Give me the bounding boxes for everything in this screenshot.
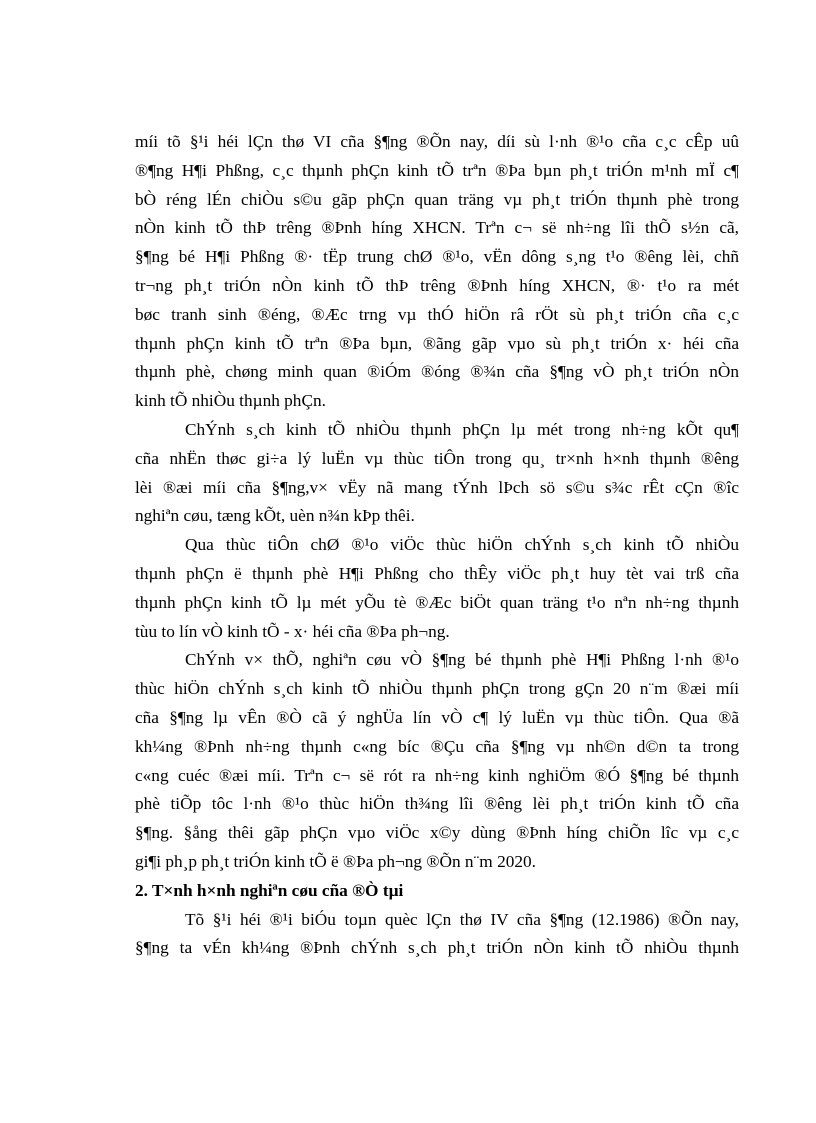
text-line: §¶ng. §ång thêi gãp phÇn vµo viÖc x©y dùng ®Þnh híng chiÕn lîc vµ c¸c (135, 823, 739, 843)
paragraph-2 (135, 416, 739, 531)
paragraph-5 (135, 906, 739, 964)
text-line: thµnh phÇn kinh tÕ trªn ®Þa bµn, ®ãng gãp vµo sù ph¸t triÓn x· héi cña (135, 333, 739, 353)
text-line: tùu to lín vÒ kinh tÕ - x· héi cña ®Þa ph¬ng. (135, 621, 450, 641)
text-line: ®¶ng H¶i Phßng, c¸c thµnh phÇn kinh tÕ trªn ®Þa bµn ph¸t triÓn m¹nh mÏ c¶ (135, 160, 739, 180)
text-line: Tõ §¹i héi ®¹i biÓu toµn quèc lÇn thø IV cña §¶ng (12.1986) ®Õn nay, (185, 909, 739, 929)
text-line: lèi ®æi míi cña §¶ng,v× vËy nã mang tÝnh lÞch sö s©u s¾c rÊt cÇn ®îc (135, 477, 739, 497)
text-line: kinh tÕ nhiÒu thµnh phÇn. (135, 391, 326, 411)
section-heading: 2. T×nh h×nh nghiªn cøu cña ®Ò tµi (135, 880, 404, 900)
text-line: ChÝnh v× thÕ, nghiªn cøu vÒ §¶ng bé thµnh phè H¶i Phßng l·nh ®¹o (185, 650, 739, 670)
text-line: ChÝnh s¸ch kinh tÕ nhiÒu thµnh phÇn lµ mét trong nh÷ng kÕt qu¶ (185, 419, 739, 439)
paragraph-1 (135, 128, 739, 416)
text-line: thùc hiÖn chÝnh s¸ch kinh tÕ nhiÒu thµnh phÇn trong gÇn 20 n¨m ®æi míi (135, 679, 739, 699)
text-line: nÒn kinh tÕ thÞ trêng ®Þnh híng XHCN. Trªn c¬ së nh÷ng lîi thÕ s½n cã, (135, 218, 739, 238)
text-line: bÒ réng lÉn chiÒu s©u gãp phÇn quan träng vµ ph¸t triÓn thµnh phè trong (135, 189, 739, 209)
text-line: cña nhËn thøc gi÷a lý luËn vµ thùc tiÔn trong qu¸ tr×nh h×nh thµnh ®êng (135, 448, 739, 468)
text-line: cña §¶ng lµ vÊn ®Ò cã ý nghÜa lín vÒ c¶ lý luËn vµ thùc tiÔn. Qua ®ã (135, 707, 739, 727)
text-line: tr¬ng ph¸t triÓn nÒn kinh tÕ thÞ trêng ®Þnh híng XHCN, ®· t¹o ra mét (135, 275, 739, 295)
text-line: kh¼ng ®Þnh nh÷ng thµnh c«ng bíc ®Çu cña §¶ng vµ nh©n d©n ta trong (135, 736, 739, 756)
text-line: c«ng cuéc ®æi míi. Trªn c¬ së rót ra nh÷ng kinh nghiÖm ®Ó §¶ng bé thµnh (135, 765, 739, 785)
paragraph-3 (135, 531, 739, 646)
text-line: phè tiÕp tôc l·nh ®¹o thùc hiÖn th¾ng lîi ®êng lèi ph¸t triÓn kinh tÕ cña (135, 794, 739, 814)
text-line: Qua thùc tiÔn chØ ®¹o viÖc thùc hiÖn chÝnh s¸ch kinh tÕ nhiÒu (185, 535, 739, 555)
document-body (135, 128, 739, 963)
text-line: gi¶i ph¸p ph¸t triÓn kinh tÕ ë ®Þa ph¬ng ®Õn n¨m 2020. (135, 851, 536, 871)
text-line: nghiªn cøu, tæng kÕt, uèn n¾n kÞp thêi. (135, 506, 415, 526)
text-line: §¶ng ta vÉn kh¼ng ®Þnh chÝnh s¸ch ph¸t triÓn nÒn kinh tÕ nhiÒu thµnh (135, 938, 739, 958)
text-line: bøc tranh sinh ®éng, ®Æc trng vµ thÓ hiÖn râ rÖt sù ph¸t triÓn cña c¸c (135, 304, 739, 324)
paragraph-4 (135, 646, 739, 876)
text-line: thµnh phÇn kinh tÕ lµ mét yÕu tè ®Æc biÖt quan träng t¹o nªn nh÷ng thµnh (135, 592, 739, 612)
text-line: thµnh phÇn ë thµnh phè H¶i Phßng cho thÊy viÖc ph¸t huy tèt vai trß cña (135, 563, 739, 583)
text-line: thµnh phè, chøng minh quan ®iÓm ®óng ®¾n cña §¶ng vÒ ph¸t triÓn nÒn (135, 362, 739, 382)
text-line: míi tõ §¹i héi lÇn thø VI cña §¶ng ®Õn nay, díi sù l·nh ®¹o cña c¸c cÊp uû (135, 132, 739, 151)
text-line: §¶ng bé H¶i Phßng ®· tËp trung chØ ®¹o, vËn dông s¸ng t¹o ®êng lèi, chñ (135, 247, 739, 267)
